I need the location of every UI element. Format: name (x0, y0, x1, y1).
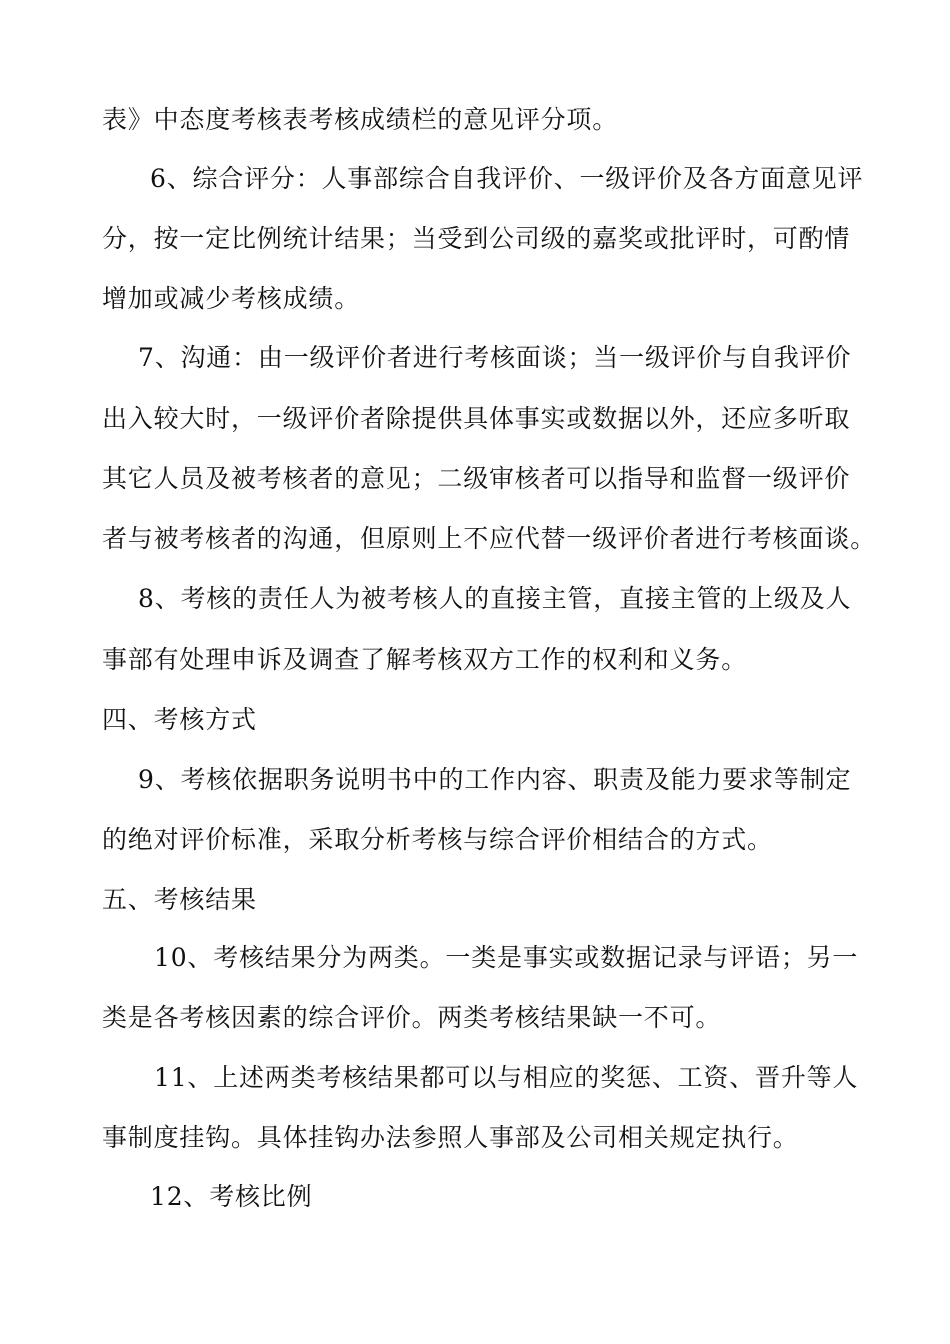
text-line: 11、上述两类考核结果都可以与相应的奖惩、工资、晋升等人 (154, 1063, 859, 1092)
text-line: 9、考核依据职务说明书中的工作内容、职责及能力要求等制定 (138, 765, 852, 794)
text-line: 表》中态度考核表考核成绩栏的意见评分项。 (102, 105, 619, 134)
text-line: 7、沟通：由一级评价者进行考核面谈；当一级评价与自我评价 (138, 343, 852, 372)
text-line: 出入较大时，一级评价者除提供具体事实或数据以外，还应多听取 (102, 404, 851, 433)
text-line: 事制度挂钩。具体挂钩办法参照人事部及公司相关规定执行。 (102, 1123, 799, 1152)
text-line: 增加或减少考核成绩。 (102, 284, 361, 313)
text-line: 8、考核的责任人为被考核人的直接主管，直接主管的上级及人 (138, 584, 852, 613)
text-line: 12、考核比例 (150, 1182, 313, 1211)
section-heading: 五、考核结果 (102, 885, 257, 914)
text-line: 类是各考核因素的综合评价。两类考核结果缺一不可。 (102, 1003, 722, 1032)
text-line: 10、考核结果分为两类。一类是事实或数据记录与评语；另一 (154, 943, 859, 972)
text-line: 的绝对评价标准，采取分析考核与综合评价相结合的方式。 (102, 825, 773, 854)
text-line: 者与被考核者的沟通，但原则上不应代替一级评价者进行考核面谈。 (102, 524, 877, 553)
text-line: 其它人员及被考核者的意见；二级审核者可以指导和监督一级评价 (102, 464, 851, 493)
text-line: 分，按一定比例统计结果；当受到公司级的嘉奖或批评时，可酌情 (102, 224, 851, 253)
text-line: 事部有处理申诉及调查了解考核双方工作的权利和义务。 (102, 645, 748, 674)
section-heading: 四、考核方式 (102, 705, 257, 734)
text-line: 6、综合评分：人事部综合自我评价、一级评价及各方面意见评 (150, 164, 864, 193)
